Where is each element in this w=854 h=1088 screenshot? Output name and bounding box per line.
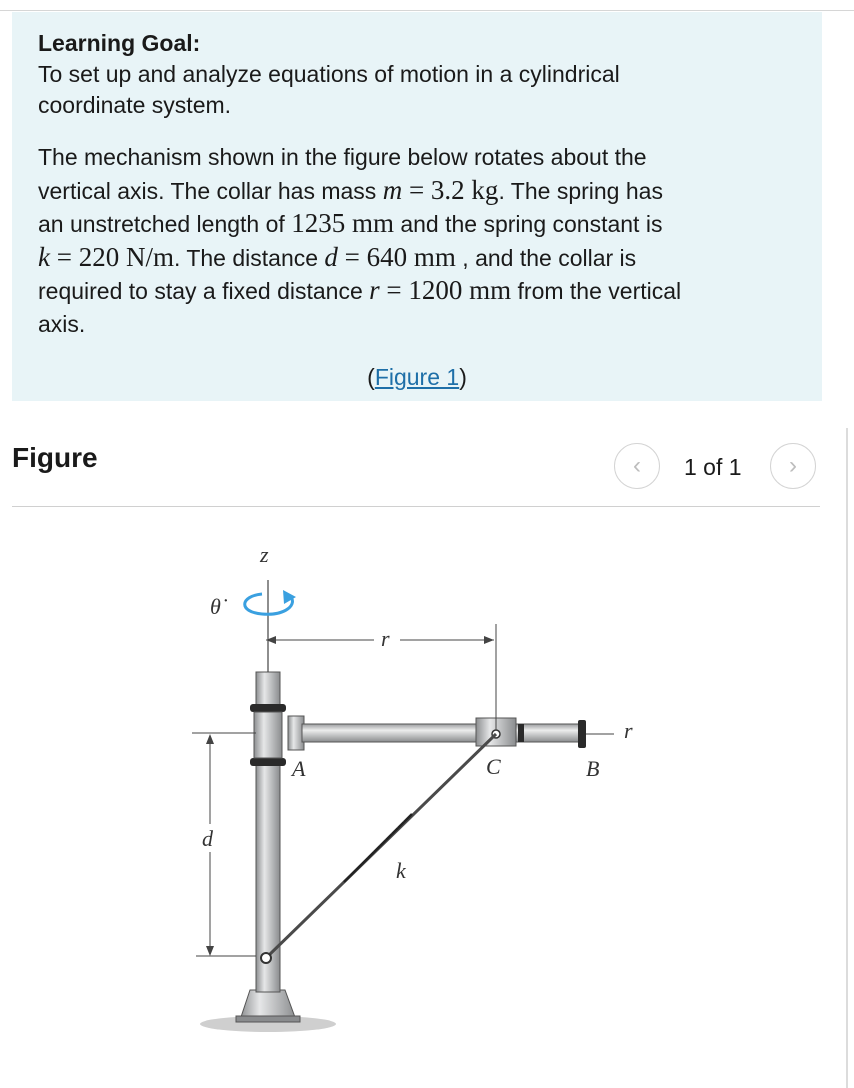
figure-title: Figure	[12, 442, 98, 473]
horizontal-arm	[302, 724, 582, 742]
collar-c-ring	[518, 724, 524, 742]
d-dimension-arrow-top	[206, 734, 214, 744]
theta-dot-label: θ̇	[210, 594, 221, 619]
point-c-label: C	[486, 754, 501, 779]
figure-counter: 1 of 1	[684, 454, 742, 480]
point-a-label: A	[292, 756, 306, 781]
spring-constant-symbol: k	[38, 241, 50, 272]
radius-symbol: r	[369, 275, 380, 305]
problem-line-6: axis.	[38, 310, 86, 337]
rotation-arrowhead	[283, 590, 296, 604]
chevron-left-icon: ‹	[633, 452, 641, 479]
hub-collar-bottom	[250, 758, 286, 766]
radius-value: = 1200 mm	[379, 275, 512, 305]
spring-constant-label: k	[396, 858, 406, 883]
arm-end-stop	[578, 720, 586, 748]
learning-goal-heading: Learning Goal:	[38, 30, 201, 56]
bottom-pin	[261, 953, 271, 963]
problem-line-1: The mechanism shown in the figure below rotates about the	[38, 144, 647, 170]
problem-text: required to stay a fixed distance	[38, 278, 370, 304]
mass-symbol: m	[382, 174, 403, 205]
r-dimension-arrow-right	[484, 636, 494, 644]
problem-text: an unstretched length of	[38, 211, 292, 237]
distance-symbol: d	[324, 241, 338, 272]
hub	[254, 712, 282, 758]
paren-open: (	[367, 364, 375, 390]
problem-text: vertical axis. The collar has mass	[38, 177, 383, 204]
r-axis-label: r	[624, 718, 633, 743]
paren-close: )	[459, 364, 467, 390]
z-axis-label: z	[260, 542, 269, 567]
problem-text: and the spring constant is	[393, 211, 663, 237]
problem-text: . The spring has	[498, 177, 663, 204]
chevron-right-icon: ›	[789, 452, 797, 479]
r-dimension-label: r	[381, 626, 390, 651]
mass-value: = 3.2 kg	[402, 174, 499, 205]
unstretched-length-value: 1235 mm	[291, 208, 394, 238]
d-dimension-arrow-bottom	[206, 946, 214, 956]
goal-line-1: To set up and analyze equations of motion in a cylindrical	[38, 61, 620, 87]
problem-text: from the vertical	[511, 278, 682, 304]
distance-value: = 640 mm	[337, 241, 456, 272]
d-dimension-label: d	[202, 826, 213, 851]
figure-1-link[interactable]: Figure 1	[374, 364, 460, 390]
problem-text: . The distance	[173, 244, 325, 271]
hub-collar-top	[250, 704, 286, 712]
goal-line-2: coordinate system.	[38, 92, 232, 118]
problem-text: , and the collar is	[455, 244, 637, 271]
point-b-label: B	[586, 756, 600, 781]
base-plate	[236, 1016, 300, 1022]
spring-constant-value: = 220 N/m	[49, 241, 174, 272]
